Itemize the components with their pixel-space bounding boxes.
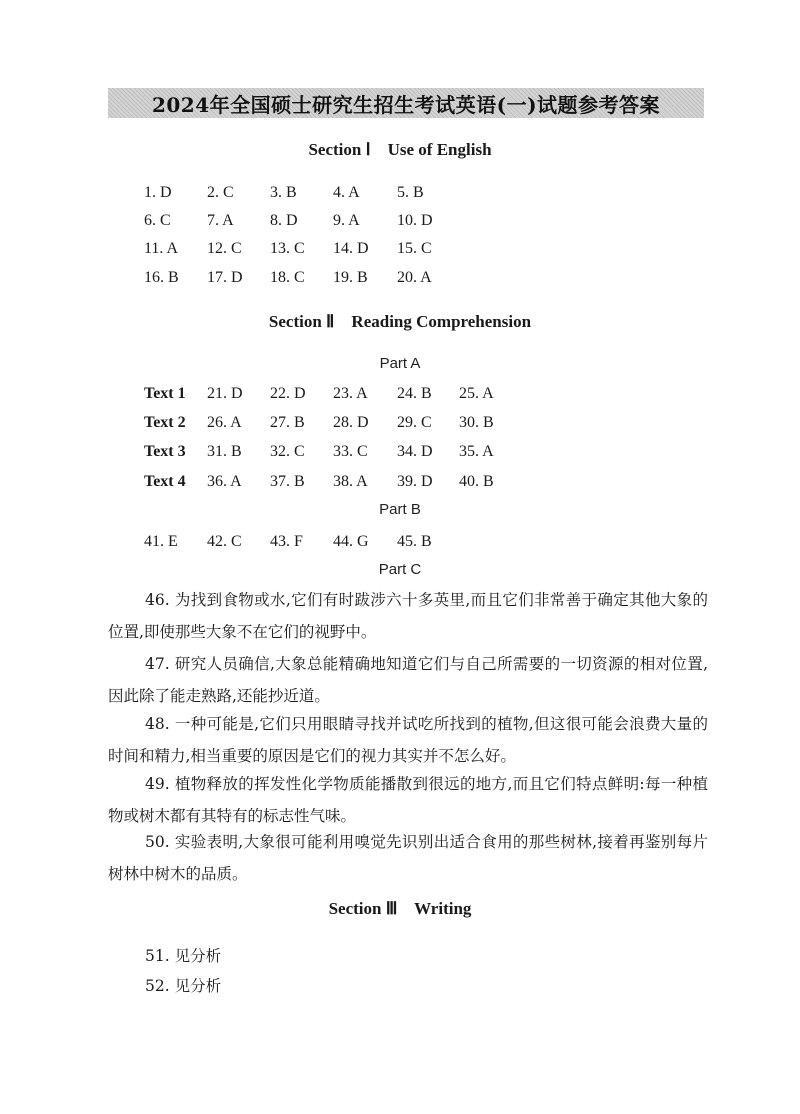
- answer-item: 43. F: [270, 533, 303, 550]
- answer-item: 42. C: [207, 533, 242, 550]
- answer-item: 4. A: [333, 184, 360, 201]
- section-1-heading: Section Ⅰ Use of English: [308, 140, 492, 159]
- answer-item: 21. D: [207, 385, 243, 402]
- answer-item: 29. C: [397, 414, 432, 431]
- answer-item: 44. G: [333, 533, 369, 550]
- answer-item: 14. D: [333, 240, 369, 257]
- part-c-label: Part C: [378, 561, 422, 578]
- answer-item: 7. A: [207, 212, 234, 229]
- translation-paragraph: 46. 为找到食物或水,它们有时跋涉六十多英里,而且它们非常善于确定其他大象的位置,即使那些大象不在它们的视野中。: [108, 591, 708, 641]
- answer-item: 2. C: [207, 184, 234, 201]
- answer-item: 28. D: [333, 414, 369, 431]
- answer-item: 3. B: [270, 184, 297, 201]
- answer-item: 24. B: [397, 385, 432, 402]
- answer-item: 17. D: [207, 269, 243, 286]
- writing-item: 52. 见分析: [145, 977, 222, 995]
- answer-item: 35. A: [459, 443, 494, 460]
- title-banner: [108, 88, 704, 118]
- answer-item: 32. C: [270, 443, 305, 460]
- translation-paragraph: 47. 研究人员确信,大象总能精确地知道它们与自己所需要的一切资源的相对位置,因此除了能走熟路,还能抄近道。: [108, 655, 708, 705]
- section-3-heading: Section Ⅲ Writing: [328, 899, 472, 918]
- answer-item: 18. C: [270, 269, 305, 286]
- translation-paragraph: 48. 一种可能是,它们只用眼睛寻找并试吃所找到的植物,但这很可能会浪费大量的时间和精力,相当重要的原因是它们的视力其实并不怎么好。: [108, 715, 708, 765]
- answer-item: 34. D: [397, 443, 433, 460]
- text-label: Text 2: [144, 414, 186, 431]
- page-title: 2024年全国硕士研究生招生考试英语(一)试题参考答案: [151, 92, 661, 117]
- translation-paragraph: 49. 植物释放的挥发性化学物质能播散到很远的地方,而且它们特点鲜明:每一种植物或树木都有其特有的标志性气味。: [108, 775, 708, 825]
- answer-item: 16. B: [144, 269, 179, 286]
- answer-item: 38. A: [333, 473, 368, 490]
- answer-item: 1. D: [144, 184, 172, 201]
- answer-item: 23. A: [333, 385, 368, 402]
- answer-item: 40. B: [459, 473, 494, 490]
- answer-item: 13. C: [270, 240, 305, 257]
- answer-item: 27. B: [270, 414, 305, 431]
- answer-item: 45. B: [397, 533, 432, 550]
- answer-item: 26. A: [207, 414, 242, 431]
- answer-item: 19. B: [333, 269, 368, 286]
- answer-item: 8. D: [270, 212, 298, 229]
- writing-item: 51. 见分析: [145, 947, 222, 965]
- answer-item: 9. A: [333, 212, 360, 229]
- text-label: Text 1: [144, 385, 186, 402]
- text-label: Text 3: [144, 443, 186, 460]
- answer-item: 22. D: [270, 385, 306, 402]
- section-2-heading: Section Ⅱ Reading Comprehension: [268, 312, 532, 331]
- answer-item: 25. A: [459, 385, 494, 402]
- answer-item: 41. E: [144, 533, 178, 550]
- answer-item: 33. C: [333, 443, 368, 460]
- translation-paragraph: 50. 实验表明,大象很可能利用嗅觉先识别出适合食用的那些树林,接着再鉴别每片树林中树木的品质。: [108, 833, 708, 883]
- part-b-label: Part B: [379, 501, 421, 518]
- answer-item: 5. B: [397, 184, 424, 201]
- answer-item: 36. A: [207, 473, 242, 490]
- answer-item: 15. C: [397, 240, 432, 257]
- answer-item: 6. C: [144, 212, 171, 229]
- answer-item: 31. B: [207, 443, 242, 460]
- text-label: Text 4: [144, 473, 186, 490]
- answer-item: 11. A: [144, 240, 179, 257]
- answer-item: 20. A: [397, 269, 432, 286]
- answer-item: 30. B: [459, 414, 494, 431]
- part-a-label: Part A: [379, 355, 421, 372]
- answer-item: 12. C: [207, 240, 242, 257]
- answer-item: 37. B: [270, 473, 305, 490]
- answer-item: 10. D: [397, 212, 433, 229]
- answer-item: 39. D: [397, 473, 433, 490]
